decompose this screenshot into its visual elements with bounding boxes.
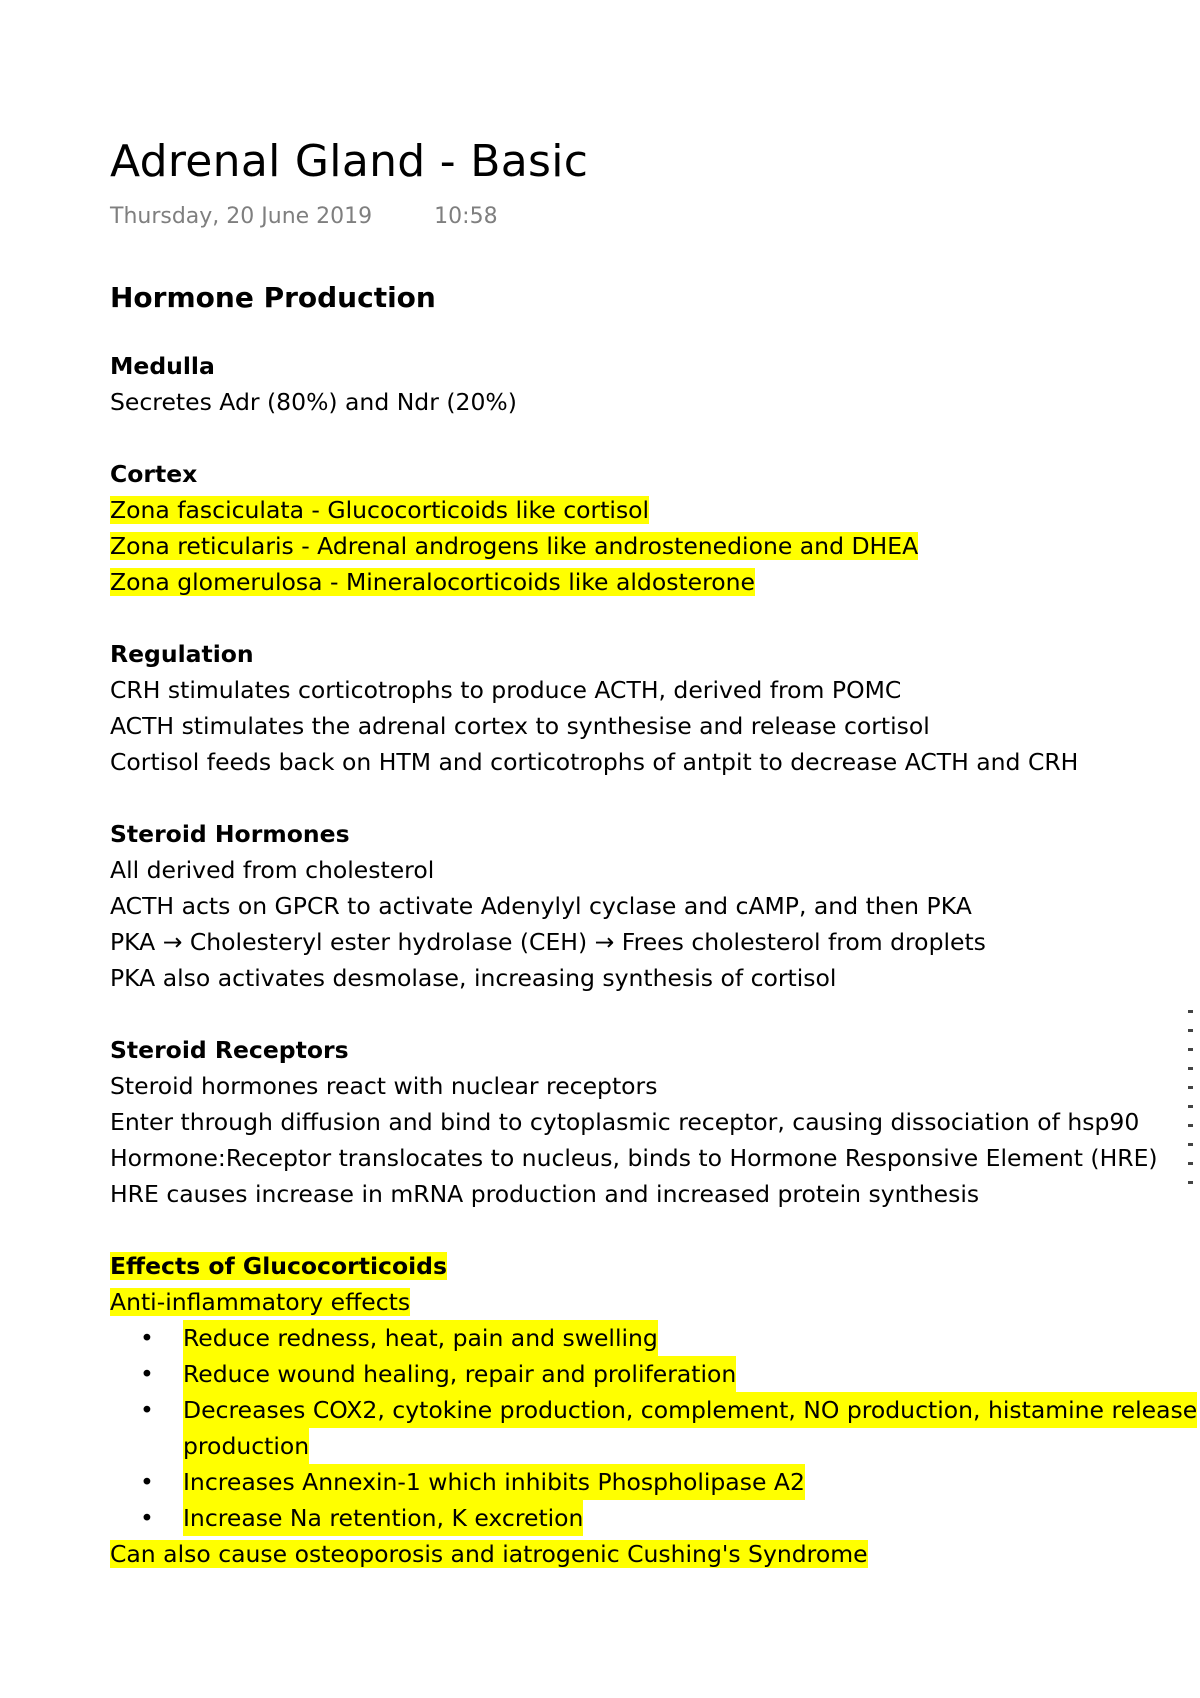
list-item [110, 1500, 1200, 1536]
list-item-text: Reduce redness, heat, pain and swelling [183, 1320, 658, 1356]
steroid-receptors-line: HRE causes increase in mRNA production and increased protein synthesis [110, 1180, 980, 1208]
list-item [110, 1320, 1200, 1356]
regulation-line: ACTH stimulates the adrenal cortex to synthesise and release cortisol [110, 712, 930, 740]
steroid-hormones-line: PKA also activates desmolase, increasing synthesis of cortisol [110, 964, 837, 992]
regulation-heading: Regulation [110, 640, 254, 668]
page-meta [110, 204, 498, 229]
bullet-icon: • [140, 1360, 154, 1388]
regulation-line: Cortisol feeds back on HTM and corticotrophs of antpit to decrease ACTH and CRH [110, 748, 1079, 776]
list-item-text: Decreases COX2, cytokine production, complement, NO production, histamine release [183, 1392, 1197, 1428]
glucocorticoids-subheading: Anti-inflammatory effects [110, 1288, 411, 1316]
clipped-margin-note [1188, 1010, 1194, 1200]
steroid-hormones-heading: Steroid Hormones [110, 820, 350, 848]
steroid-receptors-line: Enter through diffusion and bind to cytoplasmic receptor, causing dissociation of hsp90 [110, 1108, 1140, 1136]
list-item-text: Reduce wound healing, repair and proliferation [183, 1356, 736, 1392]
list-item-text: Increases Annexin-1 which inhibits Phospholipase A2 [183, 1464, 805, 1500]
steroid-hormones-line: PKA → Cholesteryl ester hydrolase (CEH) → Frees cholesterol from droplets [110, 928, 986, 956]
cortex-line: Zona reticularis - Adrenal androgens like androstenedione and DHEA [110, 532, 919, 560]
bullet-icon: • [140, 1324, 154, 1352]
regulation-line: CRH stimulates corticotrophs to produce ACTH, derived from POMC [110, 676, 902, 704]
list-item-text: production [183, 1428, 309, 1464]
steroid-hormones-line: All derived from cholesterol [110, 856, 435, 884]
bullet-icon: • [140, 1504, 154, 1532]
page-date: Thursday, 20 June 2019 [110, 204, 373, 229]
bullet-icon: • [140, 1396, 154, 1424]
cortex-heading: Cortex [110, 460, 198, 488]
page-time: 10:58 [434, 204, 498, 229]
section-heading: Hormone Production [110, 281, 436, 314]
list-item [110, 1392, 1200, 1428]
steroid-receptors-line: Steroid hormones react with nuclear receptors [110, 1072, 658, 1100]
cortex-line: Zona fasciculata - Glucocorticoids like cortisol [110, 496, 650, 524]
list-item-text: Increase Na retention, K excretion [183, 1500, 583, 1536]
steroid-hormones-line: ACTH acts on GPCR to activate Adenylyl cyclase and cAMP, and then PKA [110, 892, 972, 920]
glucocorticoid-effects-list [110, 1320, 1200, 1536]
note-content [110, 278, 1200, 1572]
list-item-continuation [110, 1428, 1200, 1464]
steroid-receptors-heading: Steroid Receptors [110, 1036, 349, 1064]
medulla-heading: Medulla [110, 352, 215, 380]
bullet-icon: • [140, 1468, 154, 1496]
glucocorticoids-heading: Effects of Glucocorticoids [110, 1252, 447, 1280]
list-item [110, 1356, 1200, 1392]
steroid-receptors-line: Hormone:Receptor translocates to nucleus, binds to Hormone Responsive Element (HRE) [110, 1144, 1158, 1172]
glucocorticoids-footer: Can also cause osteoporosis and iatrogenic Cushing's Syndrome [110, 1540, 868, 1568]
cortex-line: Zona glomerulosa - Mineralocorticoids like aldosterone [110, 568, 755, 596]
page-title: Adrenal Gland - Basic [110, 136, 589, 187]
list-item [110, 1464, 1200, 1500]
medulla-line: Secretes Adr (80%) and Ndr (20%) [110, 388, 517, 416]
